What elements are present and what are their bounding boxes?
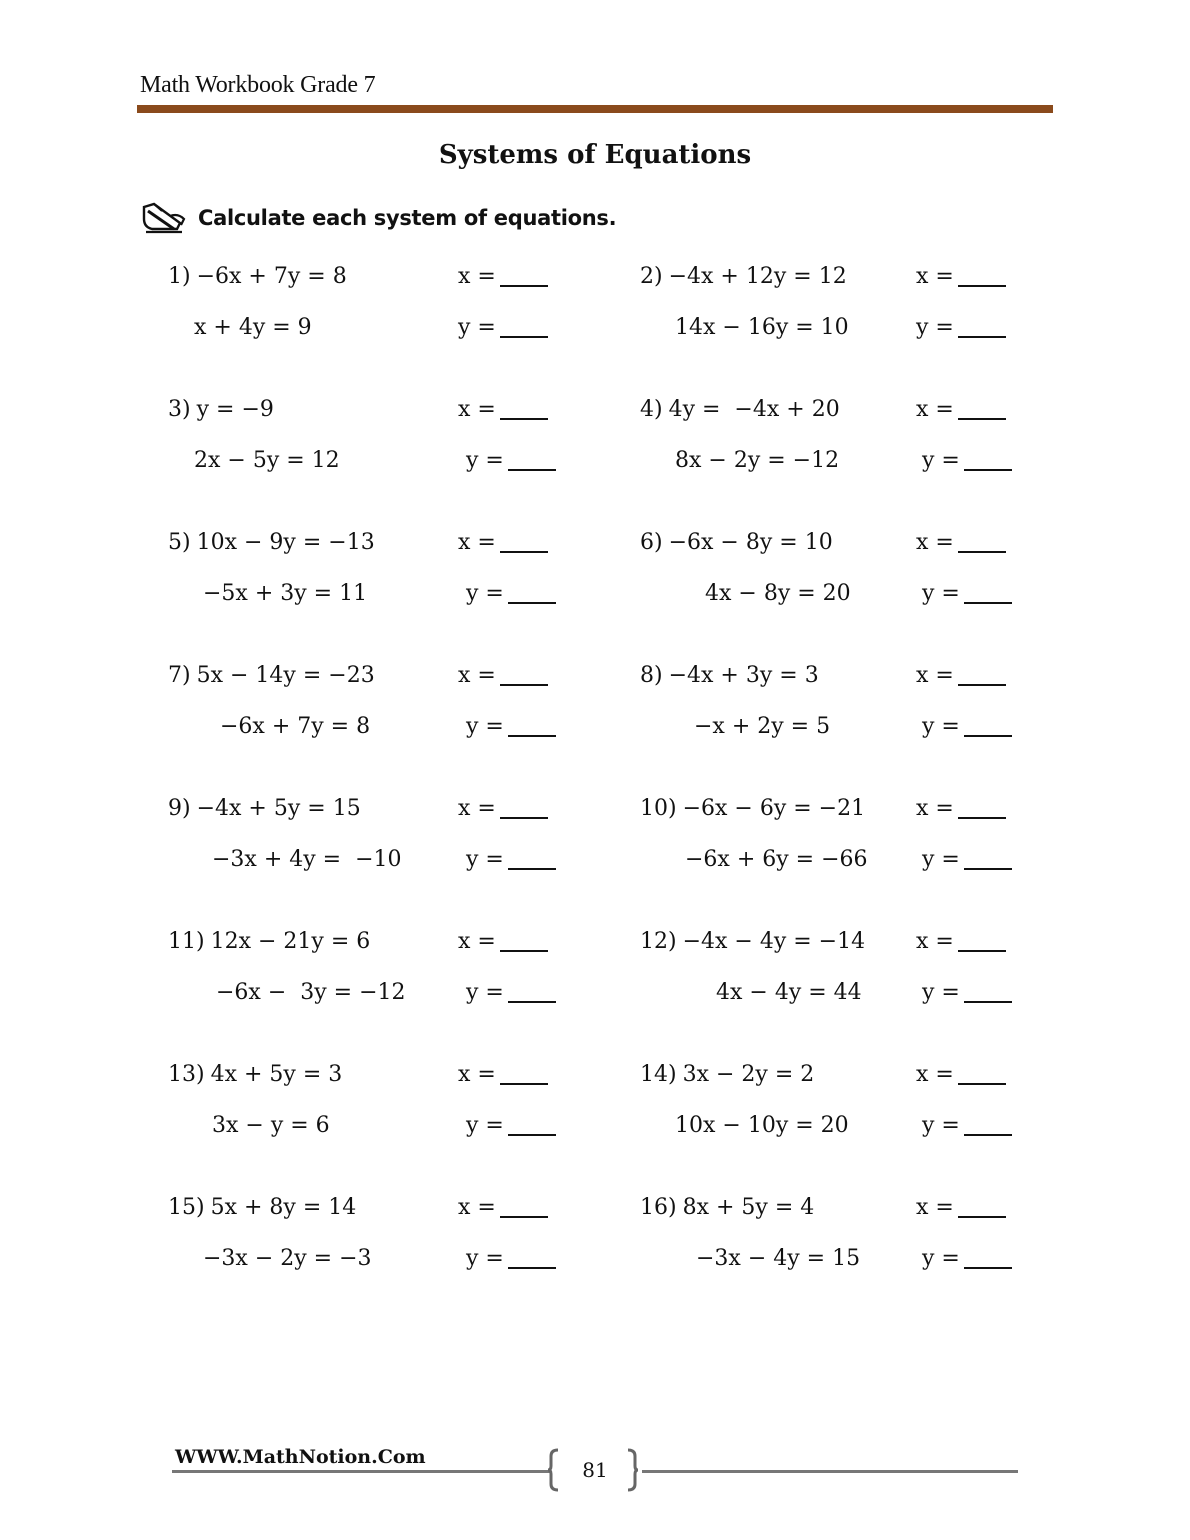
problem-12-equation-1 [640, 931, 865, 953]
problem-number: 13) [168, 1062, 205, 1087]
answer-blank[interactable] [958, 1083, 1006, 1085]
footer-website: WWW.MathNotion.Com [175, 1446, 426, 1468]
problem-number: 4) [640, 397, 663, 422]
answer-blank[interactable] [964, 1267, 1012, 1269]
answer-x-label: x = [916, 397, 954, 422]
problem-15-equation-2: −3x − 2y = −3 [203, 1246, 372, 1271]
answer-y-label: y = [922, 847, 960, 872]
answer-y-label: y = [922, 1113, 960, 1138]
answer-y-field[interactable] [922, 716, 1012, 738]
answer-y-field[interactable] [466, 583, 556, 605]
equation-1: −4x + 5y = 15 [196, 796, 361, 821]
problem-4-equation-2: 8x − 2y = −12 [675, 448, 840, 473]
problem-number: 8) [640, 663, 663, 688]
answer-blank[interactable] [508, 602, 556, 604]
answer-x-label: x = [916, 530, 954, 555]
answer-blank[interactable] [958, 817, 1006, 819]
problem-5-equation-2: −5x + 3y = 11 [203, 581, 368, 606]
answer-blank[interactable] [964, 469, 1012, 471]
problem-8-equation-2: −x + 2y = 5 [694, 714, 831, 739]
answer-x-field[interactable] [916, 798, 1006, 820]
problem-number: 10) [640, 796, 677, 821]
answer-y-label: y = [458, 315, 496, 340]
answer-y-label: y = [466, 581, 504, 606]
equation-1: 10x − 9y = −13 [196, 530, 375, 555]
answer-y-label: y = [922, 581, 960, 606]
answer-x-label: x = [916, 663, 954, 688]
problem-7-equation-1 [168, 665, 375, 687]
answer-y-field[interactable] [466, 982, 556, 1004]
answer-y-field[interactable] [466, 1115, 556, 1137]
problem-number: 15) [168, 1195, 205, 1220]
answer-blank[interactable] [508, 1001, 556, 1003]
problem-16-equation-2: −3x − 4y = 15 [696, 1246, 861, 1271]
answer-x-label: x = [458, 1195, 496, 1220]
answer-y-field[interactable] [922, 450, 1012, 472]
answer-y-field[interactable] [466, 450, 556, 472]
answer-x-field[interactable] [458, 798, 548, 820]
answer-y-field[interactable] [466, 849, 556, 871]
equation-1: −6x + 7y = 8 [196, 264, 347, 289]
answer-blank[interactable] [958, 684, 1006, 686]
instruction-text: Calculate each system of equations. [198, 206, 617, 230]
answer-blank[interactable] [964, 1134, 1012, 1136]
problem-number: 11) [168, 929, 205, 954]
answer-blank[interactable] [508, 868, 556, 870]
problem-number: 12) [640, 929, 677, 954]
problem-3-equation-1 [168, 399, 274, 421]
problem-number: 6) [640, 530, 663, 555]
answer-blank[interactable] [964, 868, 1012, 870]
answer-blank[interactable] [500, 418, 548, 420]
answer-x-label: x = [916, 796, 954, 821]
answer-y-label: y = [922, 714, 960, 739]
problem-number: 5) [168, 530, 191, 555]
answer-x-field[interactable] [916, 266, 1006, 288]
equation-1: 5x + 8y = 14 [210, 1195, 357, 1220]
answer-y-field[interactable] [922, 982, 1012, 1004]
answer-y-label: y = [922, 980, 960, 1005]
problem-15-equation-1 [168, 1197, 356, 1219]
answer-x-field[interactable] [458, 1197, 548, 1219]
answer-blank[interactable] [958, 285, 1006, 287]
equation-1: 5x − 14y = −23 [196, 663, 375, 688]
problem-6-equation-2: 4x − 8y = 20 [705, 581, 851, 606]
footer-rule-right [642, 1470, 1018, 1473]
problem-9-equation-2: −3x + 4y = −10 [212, 847, 402, 872]
answer-x-label: x = [458, 1062, 496, 1087]
answer-x-field[interactable] [458, 931, 548, 953]
problem-13-equation-1 [168, 1064, 342, 1086]
answer-x-label: x = [458, 530, 496, 555]
problem-number: 16) [640, 1195, 677, 1220]
answer-x-label: x = [458, 264, 496, 289]
answer-blank[interactable] [964, 735, 1012, 737]
equation-1: −6x − 6y = −21 [682, 796, 866, 821]
equation-1: −6x − 8y = 10 [668, 530, 833, 555]
equation-1: 3x − 2y = 2 [682, 1062, 815, 1087]
answer-x-field[interactable] [916, 399, 1006, 421]
answer-blank[interactable] [500, 684, 548, 686]
answer-blank[interactable] [508, 1134, 556, 1136]
equation-1: 12x − 21y = 6 [210, 929, 371, 954]
answer-y-label: y = [466, 1246, 504, 1271]
pencil-hand-icon [140, 201, 186, 235]
answer-y-field[interactable] [466, 1248, 556, 1270]
problem-number: 2) [640, 264, 663, 289]
answer-blank[interactable] [508, 735, 556, 737]
answer-blank[interactable] [958, 1216, 1006, 1218]
answer-x-field[interactable] [458, 665, 548, 687]
answer-y-label: y = [466, 1113, 504, 1138]
answer-x-label: x = [458, 929, 496, 954]
problem-2-equation-2: 14x − 16y = 10 [675, 315, 849, 340]
answer-x-label: x = [916, 1195, 954, 1220]
equation-1: y = −9 [196, 397, 274, 422]
answer-y-field[interactable] [466, 716, 556, 738]
problem-6-equation-1 [640, 532, 833, 554]
answer-blank[interactable] [500, 1216, 548, 1218]
equation-1: 4x + 5y = 3 [210, 1062, 343, 1087]
equation-1: −4x + 12y = 12 [668, 264, 847, 289]
answer-x-field[interactable] [458, 266, 548, 288]
answer-x-label: x = [916, 929, 954, 954]
problem-16-equation-1 [640, 1197, 814, 1219]
equation-1: −4x + 3y = 3 [668, 663, 819, 688]
answer-y-label: y = [922, 448, 960, 473]
problem-4-equation-1 [640, 399, 840, 421]
answer-blank[interactable] [500, 1083, 548, 1085]
answer-blank[interactable] [500, 950, 548, 952]
problem-number: 1) [168, 264, 191, 289]
answer-y-label: y = [466, 448, 504, 473]
problem-12-equation-2: 4x − 4y = 44 [716, 980, 862, 1005]
problem-10-equation-1 [640, 798, 865, 820]
answer-blank[interactable] [508, 469, 556, 471]
problem-8-equation-1 [640, 665, 819, 687]
answer-blank[interactable] [508, 1267, 556, 1269]
answer-blank[interactable] [500, 551, 548, 553]
equation-1: 4y = −4x + 20 [668, 397, 840, 422]
answer-y-field[interactable] [922, 849, 1012, 871]
answer-blank[interactable] [958, 551, 1006, 553]
answer-blank[interactable] [964, 602, 1012, 604]
answer-blank[interactable] [500, 817, 548, 819]
answer-blank[interactable] [500, 336, 548, 338]
problem-7-equation-2: −6x + 7y = 8 [220, 714, 371, 739]
answer-blank[interactable] [958, 418, 1006, 420]
answer-y-field[interactable] [922, 583, 1012, 605]
answer-x-label: x = [916, 1062, 954, 1087]
answer-x-field[interactable] [458, 399, 548, 421]
answer-x-field[interactable] [916, 931, 1006, 953]
problem-13-equation-2: 3x − y = 6 [212, 1113, 330, 1138]
equation-1: 8x + 5y = 4 [682, 1195, 815, 1220]
problem-1-equation-1 [168, 266, 347, 288]
problem-3-equation-2: 2x − 5y = 12 [194, 448, 340, 473]
answer-x-field[interactable] [916, 1064, 1006, 1086]
answer-y-label: y = [466, 714, 504, 739]
problem-2-equation-1 [640, 266, 847, 288]
answer-y-label: y = [466, 980, 504, 1005]
page-number: 81 [582, 1458, 608, 1482]
workbook-title: Math Workbook Grade 7 [140, 72, 376, 98]
problem-number: 9) [168, 796, 191, 821]
problem-9-equation-1 [168, 798, 361, 820]
problem-14-equation-1 [640, 1064, 814, 1086]
answer-x-label: x = [458, 796, 496, 821]
problem-5-equation-1 [168, 532, 375, 554]
answer-y-label: y = [466, 847, 504, 872]
answer-y-label: y = [922, 1246, 960, 1271]
problem-number: 7) [168, 663, 191, 688]
answer-x-label: x = [458, 397, 496, 422]
answer-y-field[interactable] [922, 1115, 1012, 1137]
left-brace-icon [546, 1448, 560, 1492]
answer-x-field[interactable] [916, 1197, 1006, 1219]
answer-blank[interactable] [500, 285, 548, 287]
problem-11-equation-1 [168, 931, 370, 953]
header-rule [137, 105, 1053, 113]
answer-x-label: x = [458, 663, 496, 688]
problem-10-equation-2: −6x + 6y = −66 [685, 847, 868, 872]
answer-x-label: x = [916, 264, 954, 289]
answer-y-label: y = [916, 315, 954, 340]
answer-blank[interactable] [964, 1001, 1012, 1003]
answer-x-field[interactable] [458, 532, 548, 554]
footer-rule-left [172, 1470, 550, 1473]
answer-x-field[interactable] [916, 532, 1006, 554]
problem-1-equation-2: x + 4y = 9 [194, 315, 312, 340]
equation-1: −4x − 4y = −14 [682, 929, 866, 954]
problem-14-equation-2: 10x − 10y = 20 [675, 1113, 849, 1138]
problem-number: 14) [640, 1062, 677, 1087]
answer-x-field[interactable] [916, 665, 1006, 687]
instruction [140, 198, 616, 238]
answer-blank[interactable] [958, 950, 1006, 952]
answer-y-field[interactable] [916, 317, 1006, 339]
problem-number: 3) [168, 397, 191, 422]
answer-y-field[interactable] [458, 317, 548, 339]
answer-x-field[interactable] [458, 1064, 548, 1086]
problem-11-equation-2: −6x − 3y = −12 [216, 980, 406, 1005]
page-title: Systems of Equations [438, 140, 752, 170]
answer-y-field[interactable] [922, 1248, 1012, 1270]
answer-blank[interactable] [958, 336, 1006, 338]
